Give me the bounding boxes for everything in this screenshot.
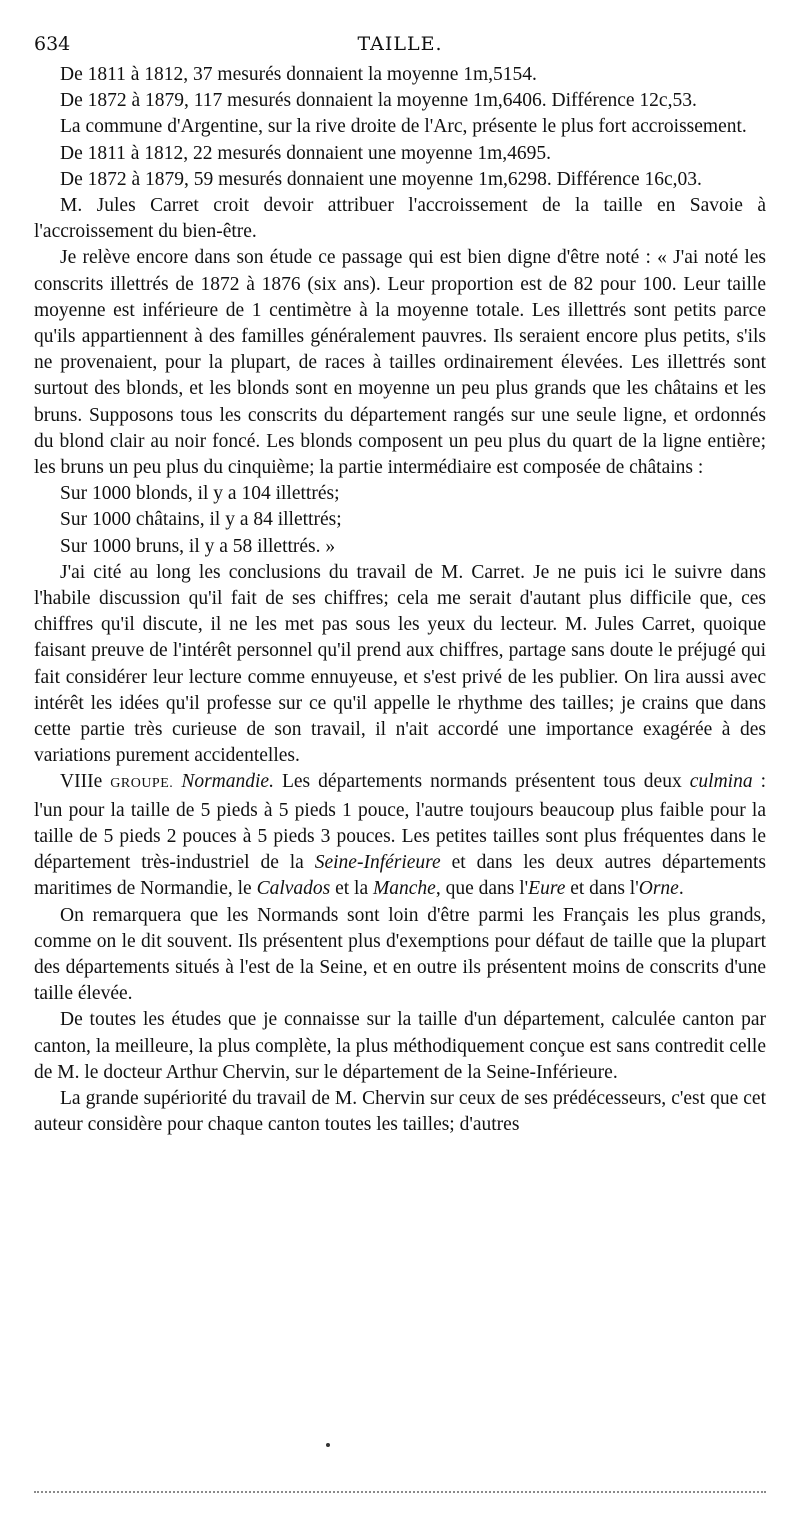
paragraph: M. Jules Carret croit devoir attribuer l'accroissement de la taille en Savoie à l'accroissement du bien-être. <box>34 195 766 243</box>
running-title: TAILLE. <box>357 33 443 55</box>
text-run: Les départements normands présentent tous deux <box>273 771 690 793</box>
ink-speck <box>326 1443 330 1447</box>
text-run: Calvados <box>256 878 331 900</box>
paragraph: Je relève encore dans son étude ce passage qui est bien digne d'être noté : « J'ai noté les conscrits illettrés de 1872 à 1876 (six ans). Leur proportion est de 82 pour 100. Leur taille moyenne est inférieure de 1 centimètre à la moyenne totale. Les illettrés sont petits parce qu'ils appartiennent à des familles généralement pauvres. Ils seraient encore plus petits, s'ils ne provenaient, pour la plupart, de races à tailles ordinairement élevées. Les illettrés sont surtout des blonds, et les blonds sont en moyenne un peu plus grands que les châtains et les bruns. Supposons tous les conscrits du département rangés sur une seule ligne, et ordonnés du blond clair au noir foncé. Les blonds composent un peu plus du quart de la ligne entière; les bruns un peu plus du cinquième; la partie intermédiaire est composée de châtains : <box>34 247 766 479</box>
paragraph: De 1872 à 1879, 59 mesurés donnaient une moyenne 1m,6298. Différence 16c,03. <box>60 168 702 190</box>
group-paragraph <box>34 769 766 902</box>
page-number: 634 <box>34 33 71 55</box>
text-run: Manche <box>373 878 436 900</box>
text-run: Eure <box>528 878 566 900</box>
page-header <box>34 30 766 58</box>
paragraph: On remarquera que les Normands sont loin d'être parmi les Français les plus grands, comme on le dit souvent. Ils présentent plus d'exemptions pour défaut de taille que la plupart des départements situés à l'est de la Seine, et en outre ils présentent moins de conscrits d'une taille élevée. <box>34 904 766 1005</box>
text-run: Seine-Inférieure <box>314 852 441 874</box>
text-run: , que dans l' <box>435 878 529 900</box>
group-number: VIIIe <box>60 771 103 793</box>
paragraph: De 1811 à 1812, 37 mesurés donnaient la moyenne 1m,5154. <box>60 64 537 85</box>
paragraph: La grande supériorité du travail de M. Chervin sur ceux de ses prédécesseurs, c'est que cet auteur considère pour chaque canton toutes les tailles; d'autres <box>34 1087 766 1136</box>
text-run: et dans les deux autres départements maritimes de Normandie, le <box>34 852 766 900</box>
text-run: : l'un pour la taille de 5 pieds à 5 pieds 1 pouce, l'autre toujours beaucoup plus faible pour la taille de 5 pieds 2 pouces à 5 pieds 3 pouces. Les petites tailles sont plus fréquentes dans le département très-industriel de la <box>34 771 767 874</box>
paragraph: De 1872 à 1879, 117 mesurés donnaient la moyenne 1m,6406. Différence 12c,53. <box>60 90 697 112</box>
page-body <box>34 62 766 1138</box>
text-run: Orne <box>638 878 679 900</box>
paragraph: De 1811 à 1812, 22 mesurés donnaient une moyenne 1m,4695. <box>60 142 552 164</box>
quote-line: Sur 1000 bruns, il y a 58 illettrés. » <box>60 535 336 557</box>
text-run: . <box>678 878 684 900</box>
text-run: et la <box>330 878 374 900</box>
region-name: Normandie. <box>181 771 274 793</box>
quote-line: Sur 1000 châtains, il y a 84 illettrés; <box>60 509 342 531</box>
quote-line: Sur 1000 blonds, il y a 104 illettrés; <box>60 483 340 505</box>
group-label: GROUPE. <box>110 776 174 792</box>
text-run: culmina <box>689 771 753 793</box>
bottom-dotted-rule <box>34 1491 766 1493</box>
paragraph: De toutes les études que je connaisse sur la taille d'un département, calculée canton par canton, la meilleure, la plus complète, la plus méthodiquement conçue est sans contredit celle de M. le docteur Arthur Chervin, sur le département de la Seine-Inférieure. <box>34 1009 766 1083</box>
paragraph: La commune d'Argentine, sur la rive droite de l'Arc, présente le plus fort accroissement. <box>60 116 747 138</box>
text-run: et dans l' <box>565 878 639 900</box>
paragraph: J'ai cité au long les conclusions du travail de M. Carret. Je ne puis ici le suivre dans l'habile discussion qu'il fait de ses chiffres; cela me serait d'autant plus difficile que, ces chiffres qu'il discute, il ne les met pas sous les yeux du lecteur. M. Jules Carret, quoique faisant preuve de l'intérêt personnel qu'il prend aux chiffres, partage sans doute le préjugé qui fait considérer leur lecture comme ennuyeuse, et s'est privé de les publier. On lira aussi avec intérêt les idées qu'il professe sur ce qu'il appelle le rhythme des tailles; je crains que dans cette partie très curieuse de son travail, il n'ait accordé une importance exagérée à des variations purement accidentelles. <box>34 561 766 767</box>
